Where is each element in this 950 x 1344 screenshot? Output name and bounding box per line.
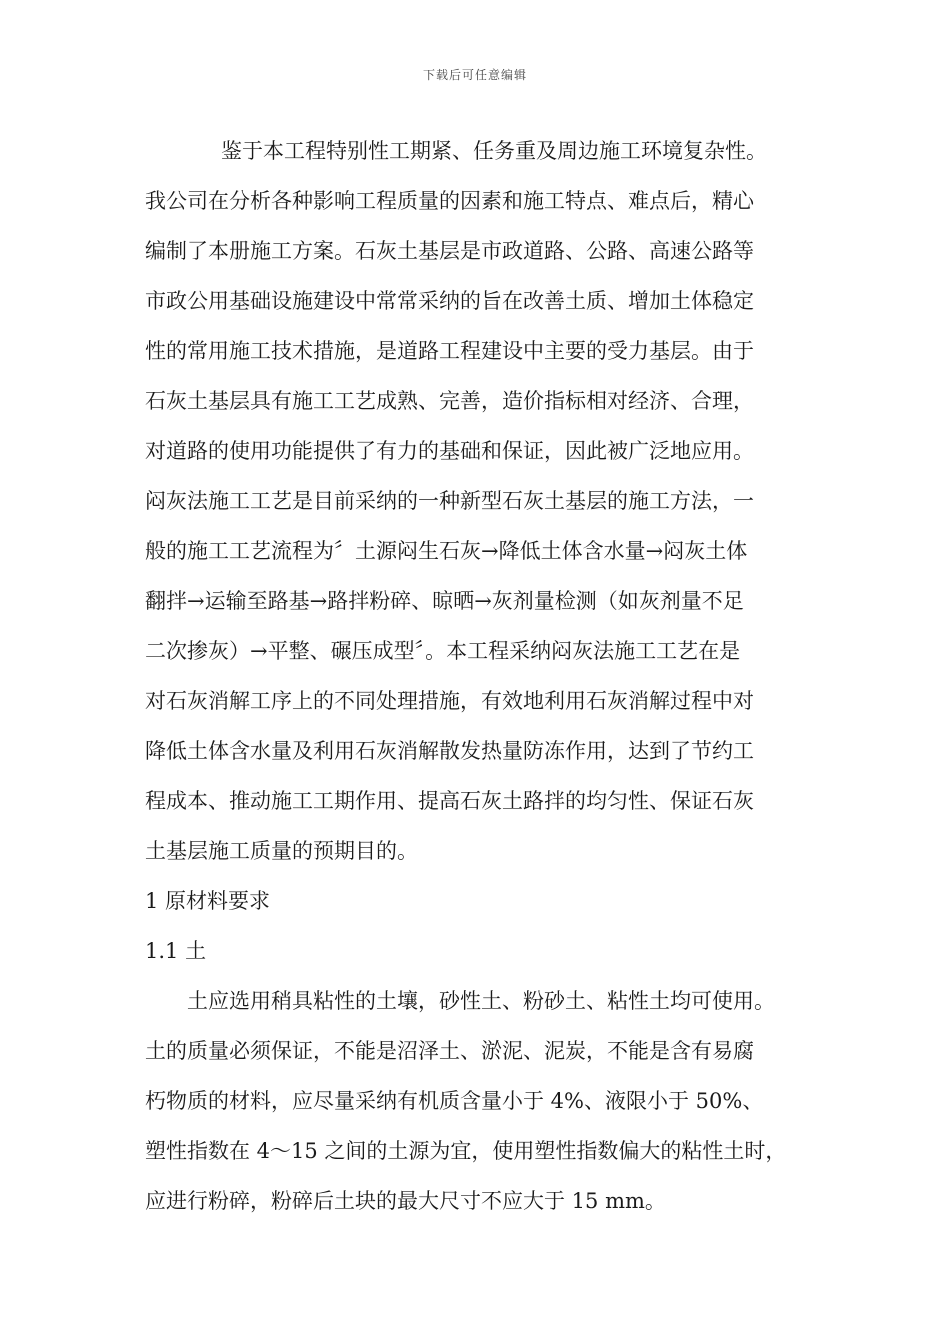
paragraph-line: 市政公用基础设施建设中常常采纳的旨在改善土质、增加土体稳定 (145, 289, 754, 313)
paragraph-line: 土应选用稍具粘性的土壤，砂性土、粉砂土、粘性土均可使用。 (187, 989, 775, 1013)
paragraph-line: 翻拌→运输至路基→路拌粉碎、晾晒→灰剂量检测（如灰剂量不足 (145, 589, 744, 613)
paragraph-line: 程成本、推动施工工期作用、提高石灰土路拌的均匀性、保证石灰 (145, 789, 754, 813)
paragraph-line: 般的施工工艺流程为〞土源闷生石灰→降低土体含水量→闷灰土体 (145, 539, 748, 563)
paragraph-line: 土的质量必须保证，不能是沼泽土、淤泥、泥炭，不能是含有易腐 (145, 1039, 754, 1063)
paragraph-line: 应进行粉碎，粉碎后土块的最大尺寸不应大于 15 mm。 (145, 1189, 666, 1213)
section-heading: 1 原材料要求 (145, 889, 271, 913)
paragraph-line: 塑性指数在 4～15 之间的土源为宜，使用塑性指数偏大的粘性土时， (145, 1139, 787, 1163)
paragraph-line: 对道路的使用功能提供了有力的基础和保证，因此被广泛地应用。 (145, 439, 754, 463)
paragraph-line: 二次掺灰）→平整、碾压成型〞。本工程采纳闷灰法施工工艺在是 (145, 639, 741, 663)
paragraph-line: 对石灰消解工序上的不同处理措施，有效地利用石灰消解过程中对 (145, 689, 754, 713)
paragraph-line: 石灰土基层具有施工工艺成熟、完善，造价指标相对经济、合理， (145, 389, 754, 413)
paragraph-line: 性的常用施工技术措施，是道路工程建设中主要的受力基层。由于 (145, 339, 754, 363)
paragraph-line: 我公司在分析各种影响工程质量的因素和施工特点、难点后，精心 (145, 189, 754, 213)
paragraph-line: 朽物质的材料，应尽量采纳有机质含量小于 4%、液限小于 50%、 (145, 1089, 764, 1113)
document-body (145, 132, 810, 1232)
page-header: 下载后可任意编辑 (422, 68, 527, 82)
subsection-heading: 1.1 土 (145, 939, 207, 963)
paragraph-line: 土基层施工质量的预期目的。 (145, 839, 418, 863)
paragraph-line: 闷灰法施工工艺是目前采纳的一种新型石灰土基层的施工方法，一 (145, 489, 754, 513)
paragraph-line: 编制了本册施工方案。石灰土基层是市政道路、公路、高速公路等 (145, 239, 754, 263)
paragraph-line: 降低土体含水量及利用石灰消解散发热量防冻作用，达到了节约工 (145, 739, 754, 763)
paragraph-line: 鉴于本工程特别性工期紧、任务重及周边施工环境复杂性。 (221, 139, 767, 163)
